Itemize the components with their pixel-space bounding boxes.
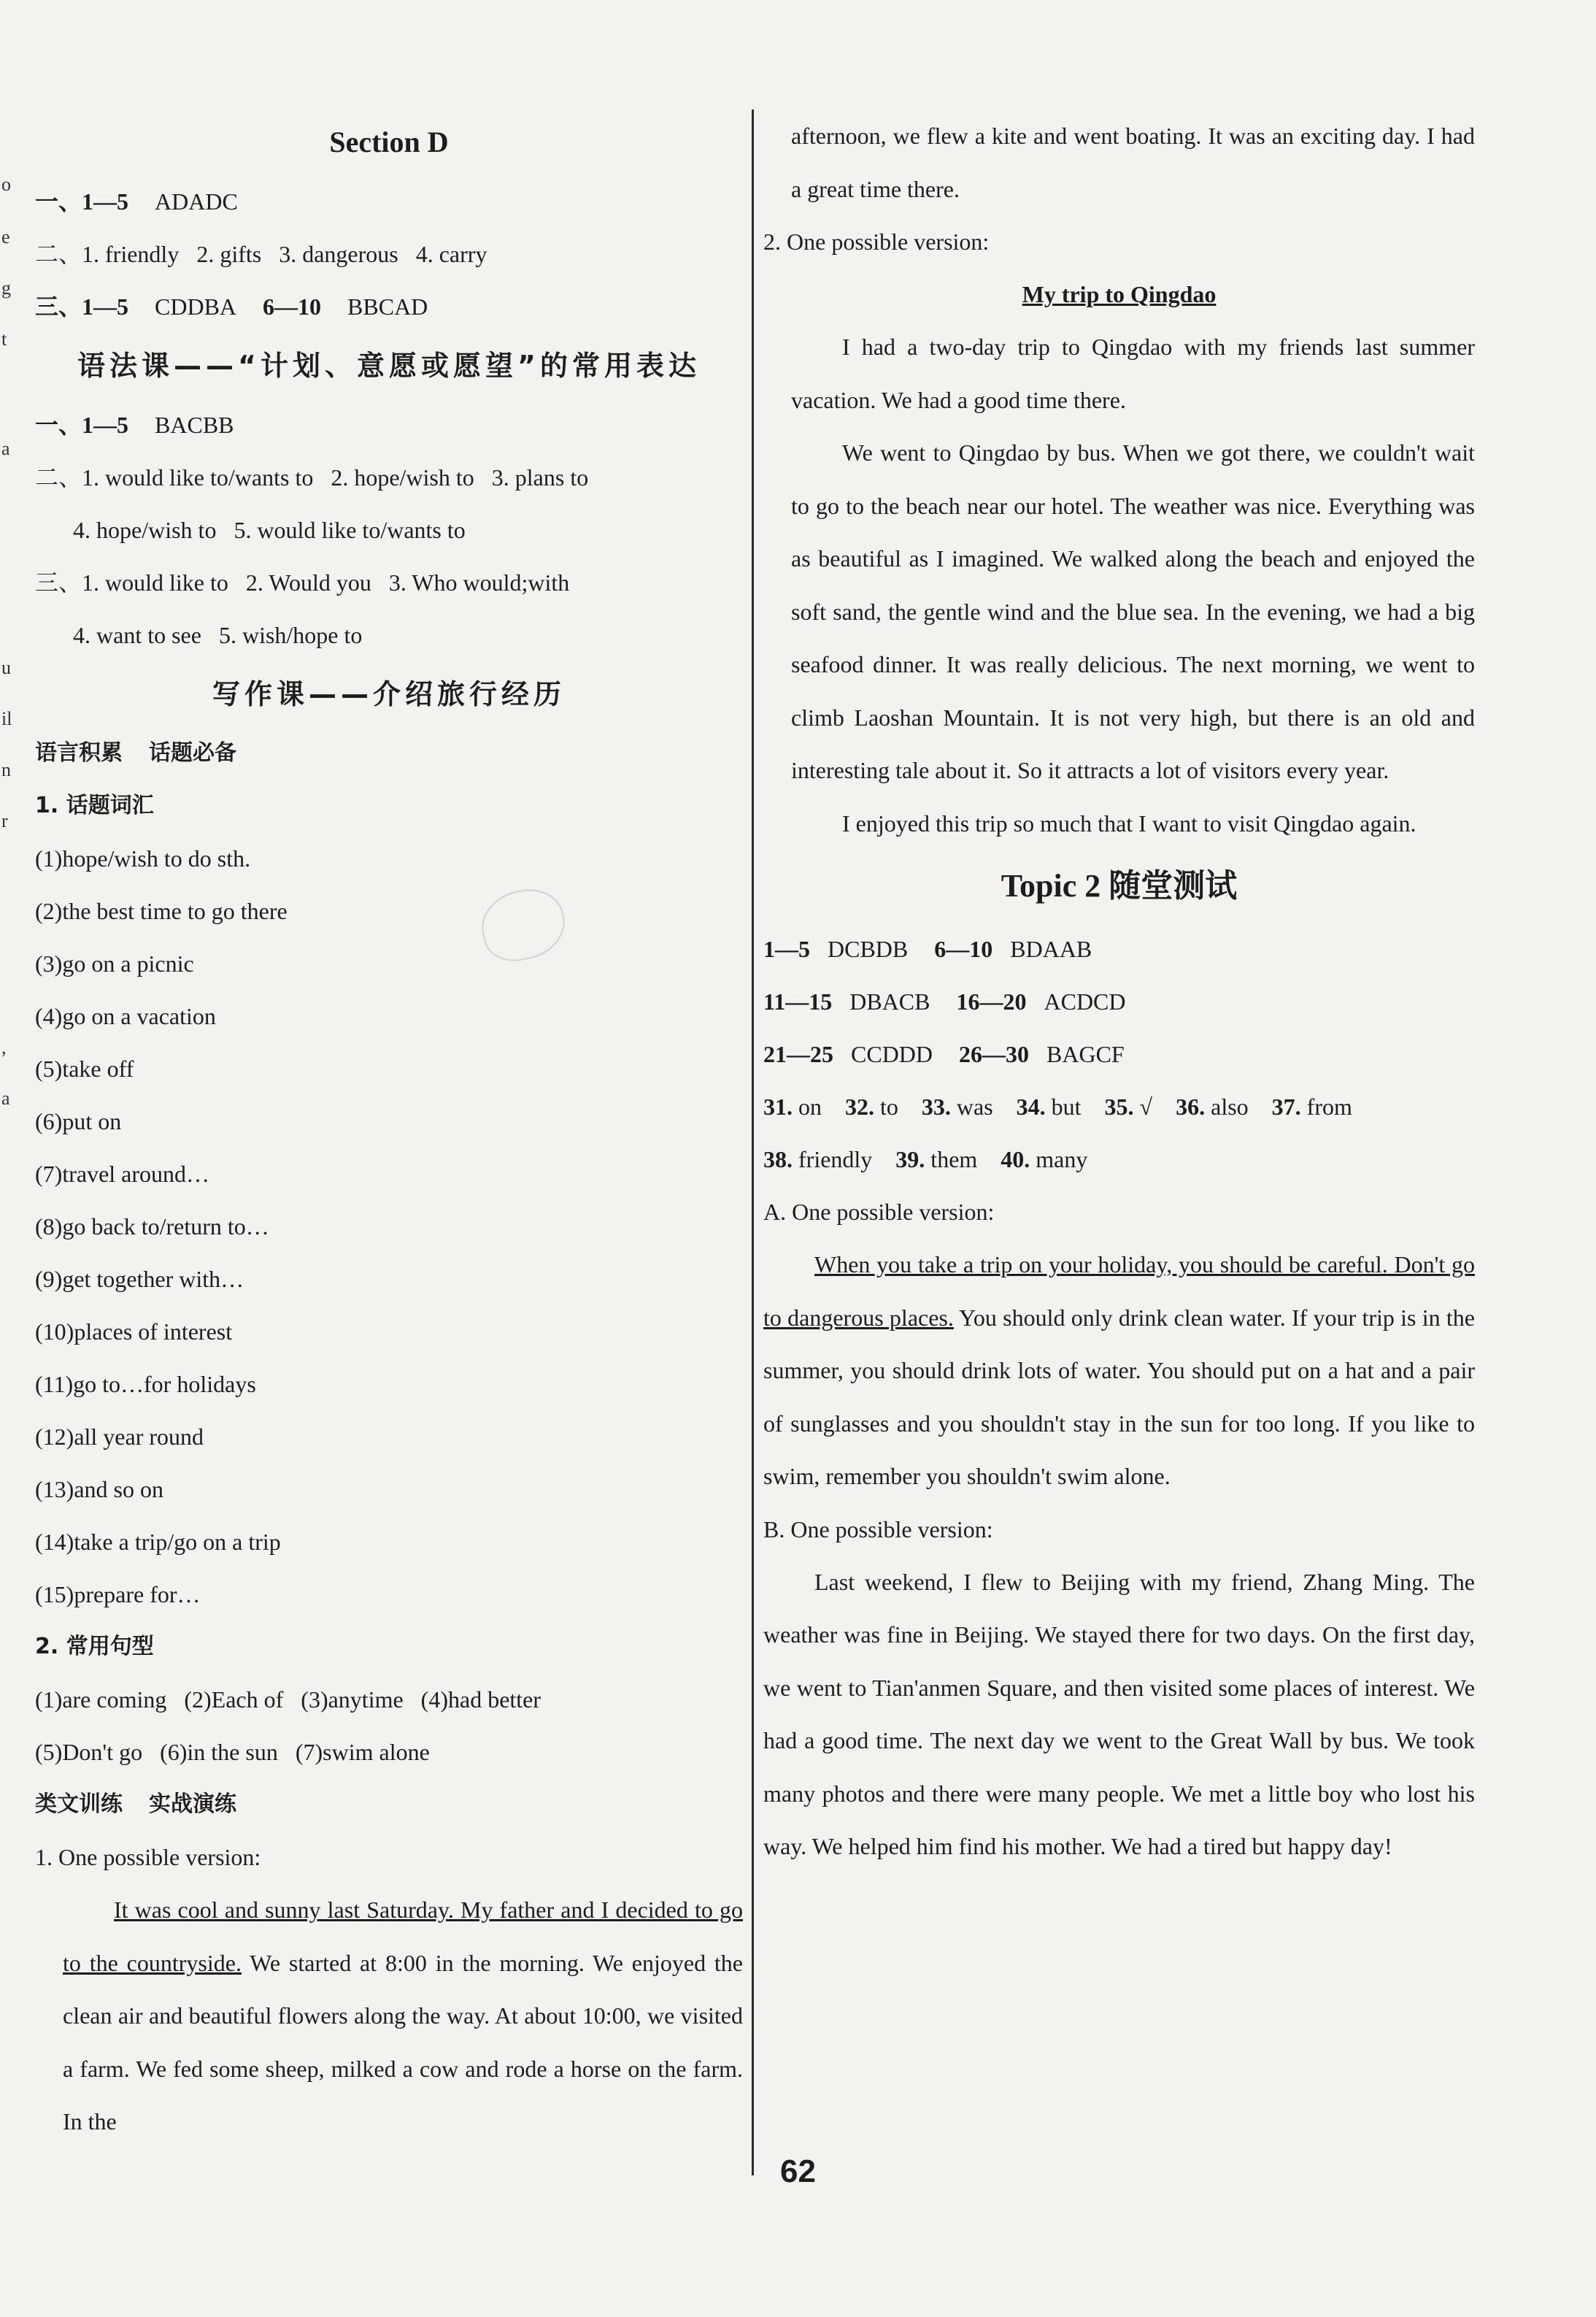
g-part-2b — [35, 504, 743, 556]
cut-off-margin-letters — [0, 109, 22, 1131]
topic-test-heading: Topic 2 随堂测试 — [1001, 868, 1238, 904]
subheading-part: 语言积累 — [35, 740, 123, 766]
list-item: (3)anytime — [301, 1686, 404, 1713]
answer: 5. wish/hope to — [218, 622, 363, 648]
answer: was — [956, 1094, 993, 1120]
list-item: (2)Each of — [184, 1686, 284, 1713]
page-number: 62 — [780, 2153, 816, 2189]
subheading-language — [35, 727, 743, 780]
margin-letter: a — [1, 438, 10, 459]
answer: 4. want to see — [73, 622, 201, 648]
test-answer-row — [763, 923, 1475, 975]
range-label: 26—30 — [959, 1041, 1030, 1067]
test-answer-row — [763, 1028, 1475, 1080]
list-item: (6)in the sun — [160, 1739, 278, 1765]
margin-letter: t — [1, 328, 7, 350]
underlined-topic-sentence: When you take a trip on your holiday, you should be careful. Don't go to dangerous places. — [763, 1251, 1475, 1331]
list-item: (13)and so on — [35, 1476, 163, 1502]
list-item: (7)swim alone — [295, 1739, 430, 1765]
g-part-3a — [35, 556, 743, 609]
column-divider — [752, 109, 754, 2175]
answer: from — [1306, 1094, 1352, 1120]
part-label: 6—10 — [263, 293, 322, 320]
answer: but — [1051, 1094, 1082, 1120]
part-label: 一、1—5 — [35, 412, 129, 438]
item-number: 33. — [921, 1094, 951, 1120]
answer: 2. hope/wish to — [331, 464, 474, 491]
range-label: 6—10 — [934, 936, 993, 962]
list-item: (14)take a trip/go on a trip — [35, 1529, 281, 1555]
version-b-paragraph: Last weekend, I flew to Beijing with my friend, Zhang Ming. The weather was fine in Beijing. We stayed there for two days. On the first day, we went to Tian'anmen Square, and then visited some places of interest. We had a good time. The next day we went to the Great Wall by bus. We took many photos and there were many people. We met a little boy who lost his way. We helped him find his mother. We had a tired but happy day! — [763, 1568, 1475, 1859]
answer: DBACB — [849, 988, 930, 1015]
list-item: (4)had better — [420, 1686, 541, 1713]
grammar-heading: 语法课——“计划、意愿或愿望”的常用表达 — [77, 350, 701, 382]
answer: many — [1036, 1146, 1088, 1172]
list-item: (7)travel around… — [35, 1161, 210, 1187]
margin-letter: il — [1, 708, 12, 729]
answer: BBCAD — [347, 293, 428, 320]
exercise-1-label: 1. One possible version: — [35, 1844, 261, 1870]
range-label: 16—20 — [956, 988, 1027, 1015]
section-d-heading: Section D — [329, 126, 449, 158]
answer: also — [1211, 1094, 1249, 1120]
exercise-1-continued: afternoon, we flew a kite and went boating. It was an exciting day. I had a great time there. — [791, 123, 1475, 202]
g-part-3b — [35, 609, 743, 661]
g-part-1 — [35, 399, 743, 451]
margin-letter: g — [1, 277, 11, 299]
exercise-1-paragraph — [35, 1883, 743, 2148]
part-label: 三、1—5 — [35, 293, 129, 320]
list-item: (12)all year round — [35, 1423, 204, 1450]
answer: BDAAB — [1010, 936, 1092, 962]
test-answer-row — [763, 1080, 1475, 1133]
answer: 2. Would you — [245, 569, 371, 596]
margin-letter: a — [1, 1088, 10, 1109]
margin-letter: o — [1, 174, 11, 195]
answer: 5. would like to/wants to — [234, 517, 466, 543]
subheading-part: 话题必备 — [149, 740, 236, 766]
subheading-part: 类文训练 — [35, 1791, 123, 1817]
list-item: (1)are coming — [35, 1686, 167, 1713]
list-item: (4)go on a vacation — [35, 1003, 216, 1029]
sd-part-3 — [35, 280, 743, 333]
answer: 3. plans to — [491, 464, 589, 491]
writing-heading: 写作课——介绍旅行经历 — [212, 678, 566, 710]
list-item: (15)prepare for… — [35, 1581, 201, 1607]
test-answer-row — [763, 1133, 1475, 1186]
part-label: 二、 — [35, 464, 82, 491]
answer: 3. Who would;with — [388, 569, 570, 596]
paragraph-text: You should only drink clean water. If your trip is in the summer, you should drink lots of water. You should put on a hat and a pair of sunglasses and you shouldn't stay in the sun for too long. If you like to swim, remember you shouldn't swim alone. — [763, 1304, 1475, 1489]
answer: them — [930, 1146, 978, 1172]
answer: CCDDD — [851, 1041, 933, 1067]
answer: 4. hope/wish to — [73, 517, 217, 543]
answer: 1. friendly — [82, 241, 180, 267]
test-answer-row — [763, 975, 1475, 1028]
list-item: (5)Don't go — [35, 1739, 143, 1765]
item-number: 38. — [763, 1146, 793, 1172]
answer: ADADC — [155, 188, 238, 215]
part-label: 一、1—5 — [35, 188, 129, 215]
list-item: (2)the best time to go there — [35, 898, 288, 924]
underlined-topic-sentence: It was cool and sunny last Saturday. My father and I decided to go to the countryside. — [63, 1897, 743, 1976]
sd-part-2 — [35, 228, 743, 280]
answer: 3. dangerous — [279, 241, 398, 267]
list-item: (9)get together with… — [35, 1266, 244, 1292]
answer: 1. would like to — [82, 569, 228, 596]
essay-paragraph: I had a two-day trip to Qingdao with my friends last summer vacation. We had a good time there. — [791, 334, 1475, 413]
vocab-list — [35, 832, 743, 1621]
margin-letter: r — [1, 810, 8, 831]
item-number: 34. — [1016, 1094, 1046, 1120]
margin-letter: , — [1, 1037, 7, 1058]
margin-letter: e — [1, 226, 10, 247]
vocab-title: 1. 话题词汇 — [35, 793, 154, 818]
list-item: (1)hope/wish to do sth. — [35, 845, 251, 872]
item-number: 40. — [1001, 1146, 1030, 1172]
item-number: 36. — [1176, 1094, 1206, 1120]
answer: 2. gifts — [196, 241, 262, 267]
essay-title: My trip to Qingdao — [1022, 281, 1217, 307]
sentence-row — [35, 1726, 743, 1778]
answer: BAGCF — [1046, 1041, 1125, 1067]
subheading-practice — [35, 1778, 743, 1831]
list-item: (3)go on a picnic — [35, 950, 194, 977]
item-number: 39. — [895, 1146, 925, 1172]
right-column — [763, 109, 1475, 1873]
item-number: 31. — [763, 1094, 793, 1120]
range-label: 21—25 — [763, 1041, 833, 1067]
range-label: 11—15 — [763, 988, 833, 1015]
answer: 4. carry — [415, 241, 487, 267]
answer: 1. would like to/wants to — [82, 464, 314, 491]
answer: ACDCD — [1044, 988, 1126, 1015]
g-part-2a — [35, 451, 743, 504]
range-label: 1—5 — [763, 936, 810, 962]
answer: friendly — [798, 1146, 873, 1172]
list-item: (11)go to…for holidays — [35, 1371, 256, 1397]
answer: BACBB — [155, 412, 234, 438]
list-item: (10)places of interest — [35, 1318, 233, 1345]
sentence-row — [35, 1673, 743, 1726]
margin-letter: n — [1, 759, 11, 780]
item-number: 32. — [845, 1094, 874, 1120]
margin-letter: u — [1, 657, 11, 678]
version-a-paragraph — [763, 1238, 1475, 1503]
answer: to — [880, 1094, 898, 1120]
answer: on — [798, 1094, 822, 1120]
part-label: 二、 — [35, 241, 82, 267]
left-column — [35, 109, 743, 2148]
version-a-label: A. One possible version: — [763, 1199, 995, 1225]
list-item: (5)take off — [35, 1056, 134, 1082]
answer: CDDBA — [155, 293, 237, 320]
list-item: (8)go back to/return to… — [35, 1213, 269, 1240]
essay-paragraph: We went to Qingdao by bus. When we got there, we couldn't wait to go to the beach near our hotel. The weather was nice. Everything was as beautiful as I imagined. We walked along the beach and enjoyed the soft sand, the gentle wind and the blue sea. In the evening, we had a big seafood dinner. It was really delicious. The next morning, we went to climb Laoshan Mountain. It is not very high, but there is an old and interesting tale about it. So it attracts a lot of visitors every year. — [791, 439, 1475, 783]
sd-part-1 — [35, 175, 743, 228]
part-label: 三、 — [35, 569, 82, 596]
exercise-2-label: 2. One possible version: — [763, 228, 990, 255]
list-item: (6)put on — [35, 1108, 122, 1134]
version-b-label: B. One possible version: — [763, 1515, 993, 1542]
item-number: 35. — [1104, 1094, 1134, 1120]
sentence-title: 2. 常用句型 — [35, 1634, 154, 1659]
paragraph-text: We started at 8:00 in the morning. We enjoyed the clean air and beautiful flowers along the way. At about 10:00, we visited a farm. We fed some sheep, milked a cow and rode a horse on the farm. In the — [63, 1949, 744, 2135]
essay-paragraph: I enjoyed this trip so much that I want to visit Qingdao again. — [842, 810, 1416, 837]
subheading-part: 实战演练 — [149, 1791, 236, 1817]
answer: √ — [1139, 1094, 1153, 1120]
item-number: 37. — [1271, 1094, 1301, 1120]
answer: DCBDB — [828, 936, 909, 962]
